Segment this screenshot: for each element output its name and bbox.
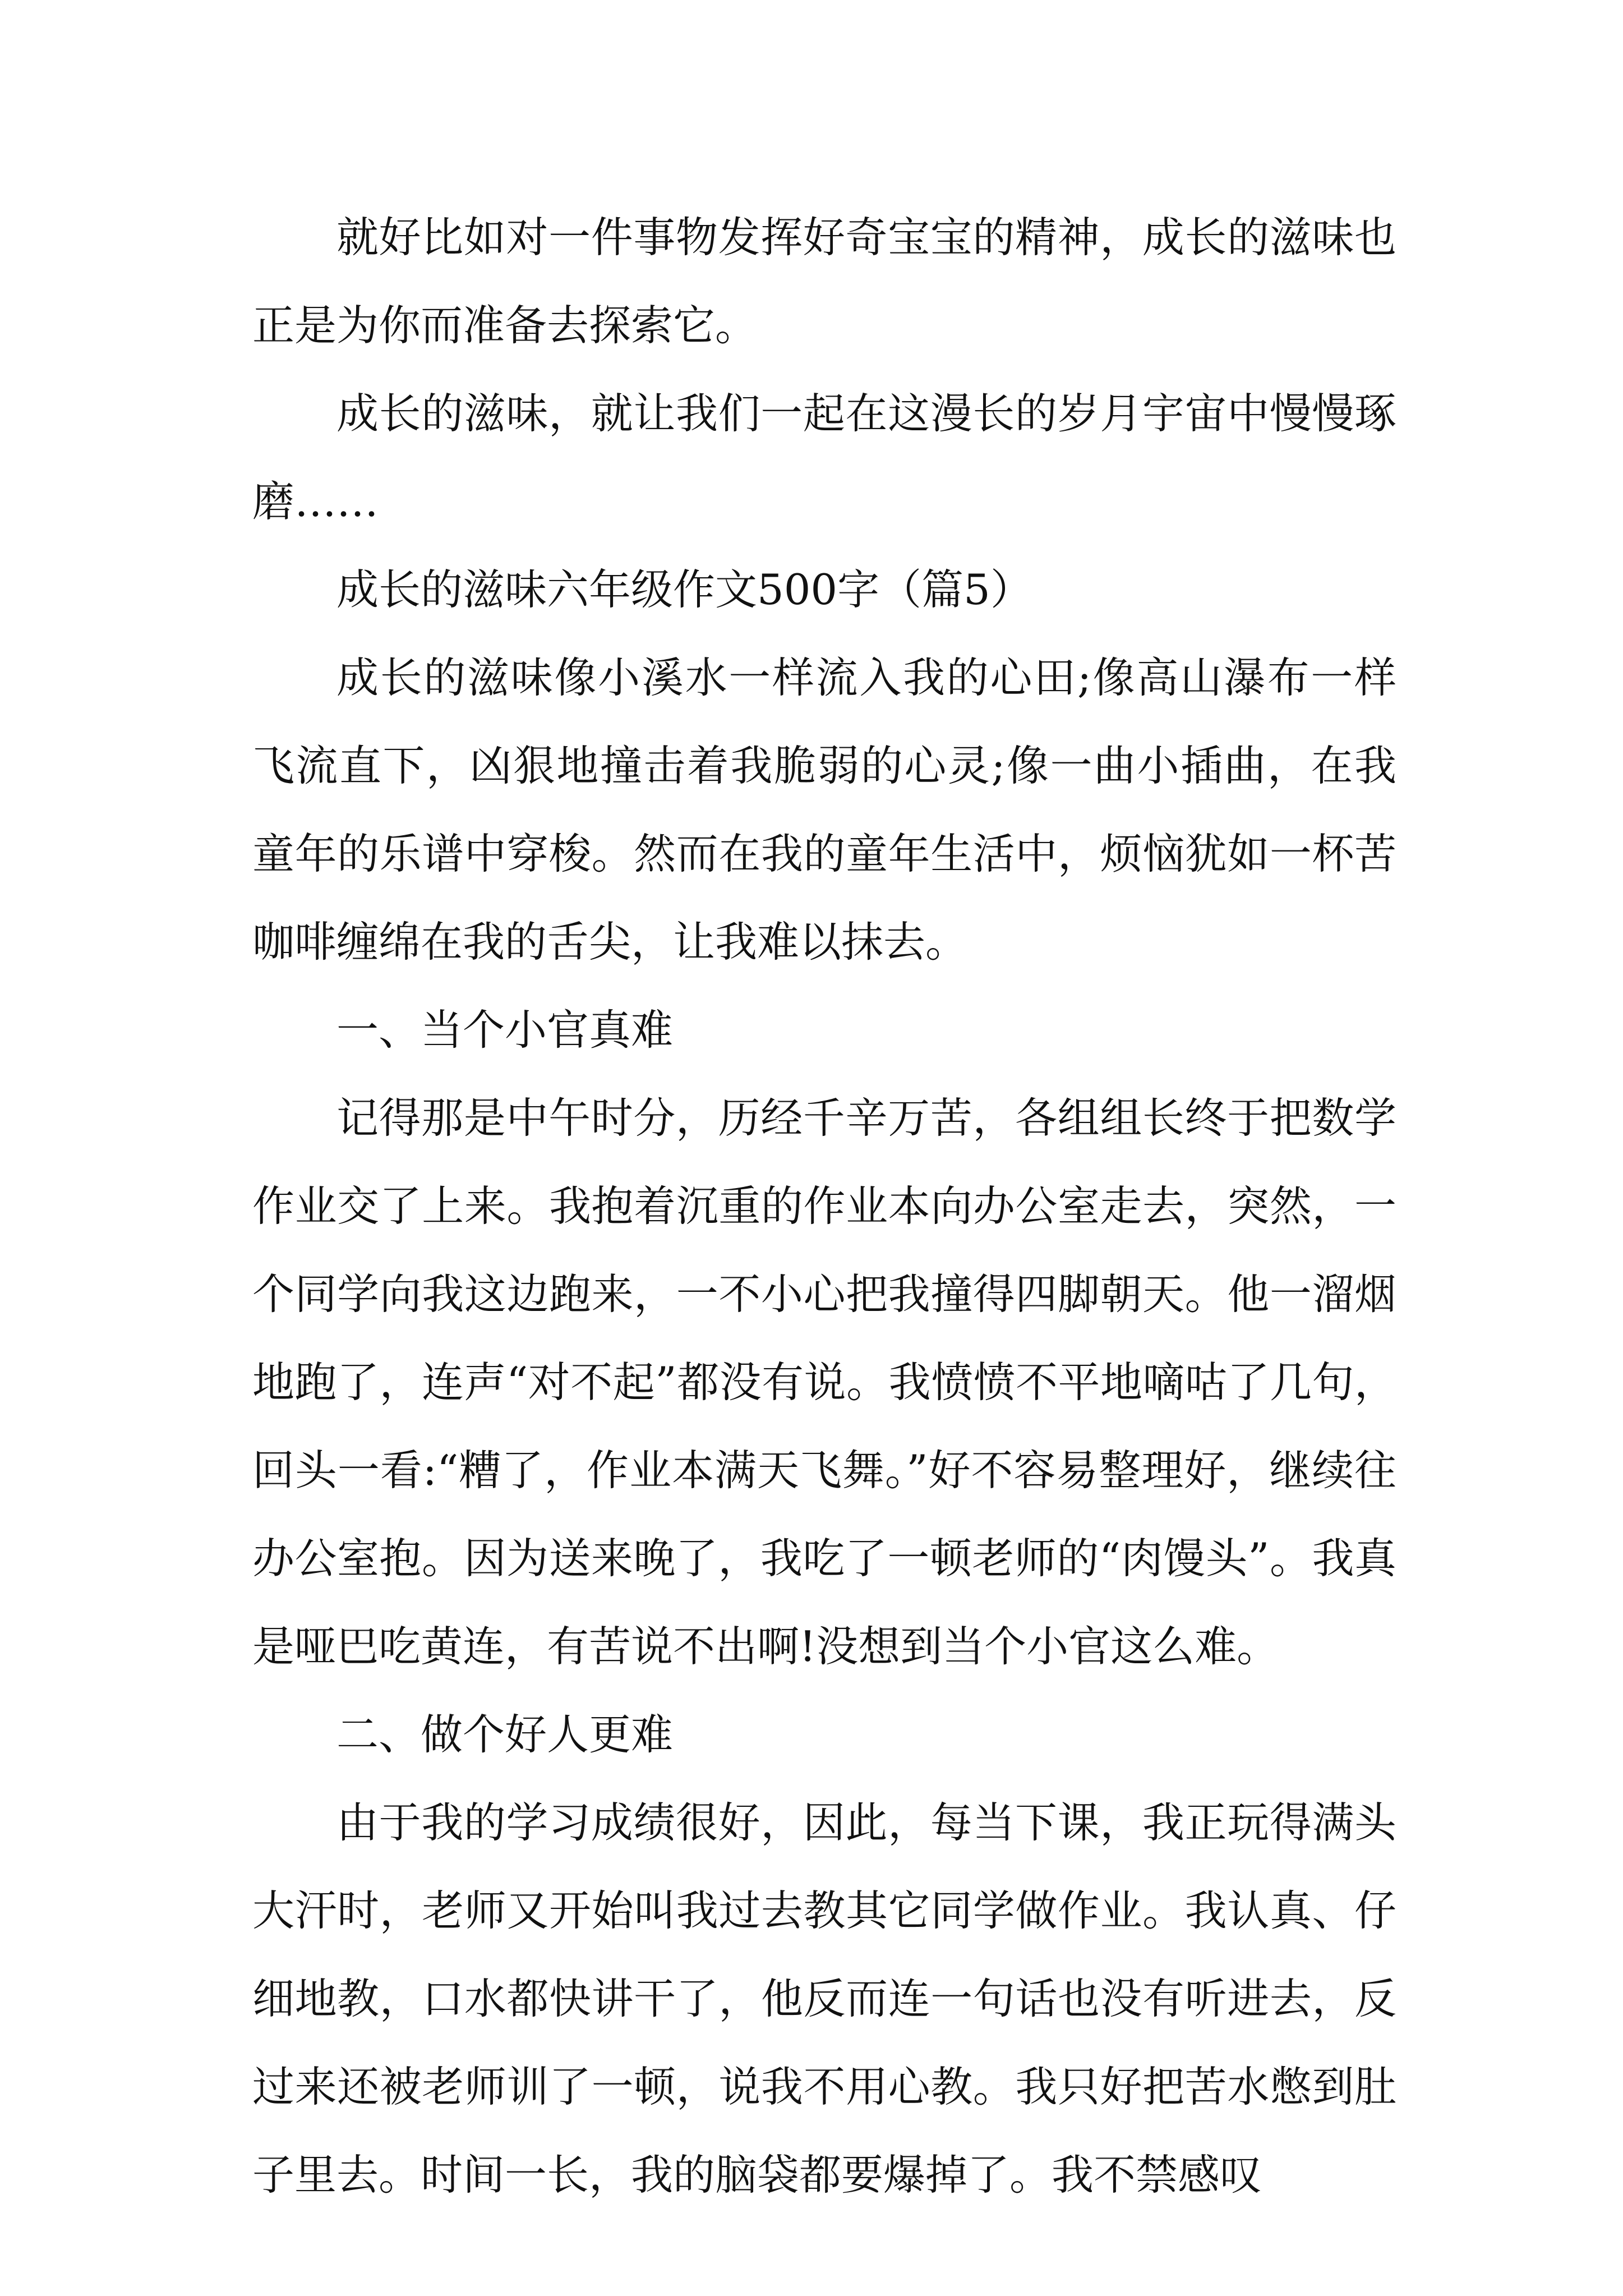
section-heading-2: 二、做个好人更难 <box>336 1710 674 1759</box>
paragraph-section-2: 由于我的学习成绩很好，因此，每当下课，我正玩得满头大汗时，老师又开始叫我过去教其它同学做作业。我认真、仔细地教，口水都快讲干了，他反而连一句话也没有听进去，反过来还被老师训了一顿，说我不用心教。我只好把苦水憋到肚子里去。时间一长，我的脑袋都要爆掉了。我不禁感叹 <box>252 1798 1396 2200</box>
section-heading-1: 一、当个小官真难 <box>336 1005 674 1055</box>
document-body <box>252 194 1396 2219</box>
paragraph-intro: 成长的滋味像小溪水一样流入我的心田;像高山瀑布一样飞流直下，凶狠地撞击着我脆弱的心灵;像一曲小插曲，在我童年的乐谱中穿梭。然而在我的童年生活中，烦恼犹如一杯苦咖啡缠绵在我的舌尖，让我难以抹去。 <box>252 653 1396 967</box>
essay-title: 成长的滋味六年级作文500字（篇5） <box>336 565 1032 614</box>
paragraph-section-1: 记得那是中午时分，历经千辛万苦，各组组长终于把数学作业交了上来。我抱着沉重的作业本向办公室走去，突然，一个同学向我这边跑来，一不小心把我撞得四脚朝天。他一溜烟地跑了，连声“对不起”都没有说。我愤愤不平地嘀咕了几句，回头一看:“糟了，作业本满天飞舞。”好不容易整理好，继续往办公室抱。因为送来晚了，我吃了一顿老师的“肉馒头”。我真是哑巴吃黄连，有苦说不出啊!没想到当个小官这么难。 <box>252 1093 1396 1671</box>
paragraph-curiosity: 就好比如对一件事物发挥好奇宝宝的精神，成长的滋味也正是为你而准备去探索它。 <box>252 213 1396 350</box>
paragraph-ponder: 成长的滋味，就让我们一起在这漫长的岁月宇宙中慢慢琢磨…… <box>252 389 1396 526</box>
